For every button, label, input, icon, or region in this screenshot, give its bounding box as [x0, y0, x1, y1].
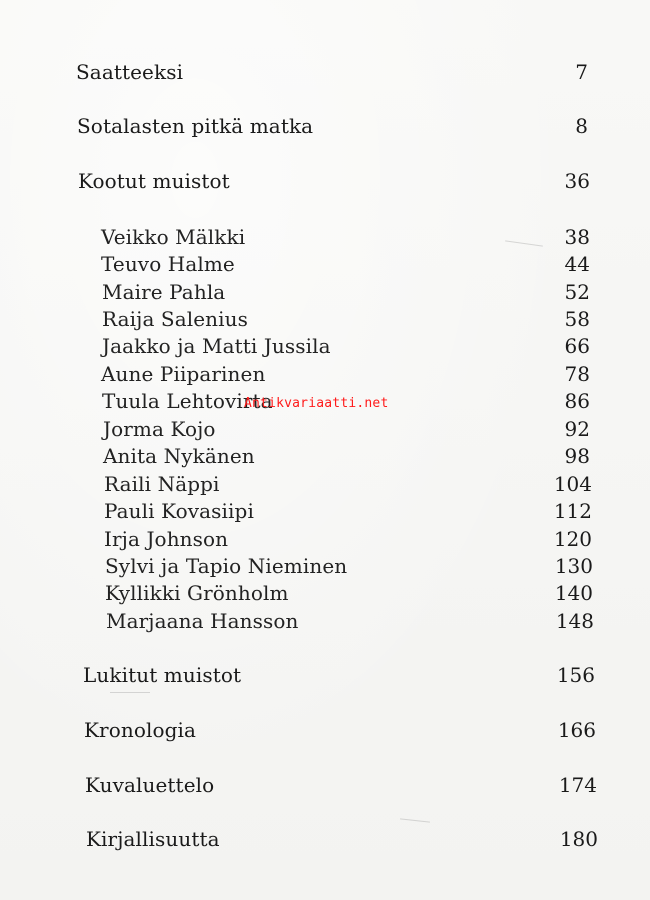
toc-entry-page: 148 [555, 609, 594, 633]
toc-entry-page: 180 [559, 827, 598, 851]
toc-entry-page: 52 [564, 280, 590, 304]
toc-subentry [101, 362, 590, 386]
toc-entry-title: Irja Johnson [104, 527, 229, 551]
toc-entry-kirjallisuutta [86, 827, 598, 851]
toc-entry-saatteeksi [76, 60, 588, 84]
toc-entry-page: 7 [575, 60, 588, 84]
toc-entry-page: 86 [564, 389, 590, 413]
toc-entry-title: Raija Salenius [102, 307, 248, 331]
toc-entry-page: 174 [558, 773, 597, 797]
toc-entry-lukitut-muistot [83, 663, 595, 687]
toc-entry-title: Jaakko ja Matti Jussila [102, 334, 331, 358]
toc-entry-page: 58 [564, 307, 590, 331]
toc-entry-page: 120 [553, 527, 592, 551]
toc-entry-title: Saatteeksi [76, 60, 184, 84]
toc-entry-title: Veikko Mälkki [101, 225, 246, 249]
toc-subentry [103, 417, 590, 441]
toc-entry-page: 44 [564, 252, 590, 276]
toc-subentry [105, 554, 593, 578]
toc-entry-title: Raili Näppi [104, 472, 220, 496]
toc-entry-page: 8 [575, 114, 588, 138]
toc-entry-title: Sotalasten pitkä matka [77, 114, 314, 138]
toc-entry-title: Lukitut muistot [83, 663, 242, 687]
watermark-text: Antikvariaatti.net [244, 396, 389, 411]
toc-subentry [105, 581, 593, 605]
toc-entry-page: 140 [554, 581, 593, 605]
toc-entry-kronologia [84, 718, 596, 742]
toc-entry-title: Anita Nykänen [103, 444, 255, 468]
toc-subentry [102, 307, 590, 331]
toc-subentry [104, 472, 592, 496]
toc-entry-kuvaluettelo [85, 773, 597, 797]
toc-subentry [102, 280, 590, 304]
toc-entry-page: 166 [557, 718, 596, 742]
toc-entry-page: 130 [554, 554, 593, 578]
scan-mark [110, 692, 150, 693]
toc-subentry [104, 527, 592, 551]
toc-entry-page: 92 [564, 417, 590, 441]
toc-entry-page: 156 [556, 663, 595, 687]
toc-subentry [101, 252, 590, 276]
toc-entry-page: 104 [553, 472, 592, 496]
toc-entry-page: 98 [564, 444, 590, 468]
toc-entry-title: Maire Pahla [102, 280, 226, 304]
toc-entry-title: Aune Piiparinen [101, 362, 266, 386]
toc-entry-title: Sylvi ja Tapio Nieminen [105, 554, 348, 578]
toc-entry-page: 112 [553, 499, 592, 523]
toc-entry-title: Kronologia [84, 718, 197, 742]
toc-entry-page: 36 [564, 169, 590, 193]
toc-entry-title: Kirjallisuutta [86, 827, 220, 851]
scan-mark [400, 818, 430, 822]
toc-entry-title: Pauli Kovasiipi [104, 499, 254, 523]
toc-entry-sotalasten-pitka-matka [77, 114, 588, 138]
toc-entry-title: Marjaana Hansson [106, 609, 299, 633]
toc-subentry [106, 609, 594, 633]
toc-entry-kootut-muistot [78, 169, 590, 193]
toc-entry-title: Kyllikki Grönholm [105, 581, 289, 605]
toc-entry-page: 66 [564, 334, 590, 358]
toc-subentry [103, 444, 590, 468]
toc-subentry [102, 334, 590, 358]
toc-subentry [101, 225, 590, 249]
toc-entry-title: Tuula Lehtovirta [102, 389, 273, 413]
toc-entry-page: 78 [564, 362, 590, 386]
toc-entry-title: Teuvo Halme [101, 252, 235, 276]
toc-entry-page: 38 [564, 225, 590, 249]
toc-entry-title: Kootut muistot [78, 169, 230, 193]
toc-entry-title: Jorma Kojo [103, 417, 216, 441]
toc-subentry [104, 499, 592, 523]
toc-entry-title: Kuvaluettelo [85, 773, 215, 797]
